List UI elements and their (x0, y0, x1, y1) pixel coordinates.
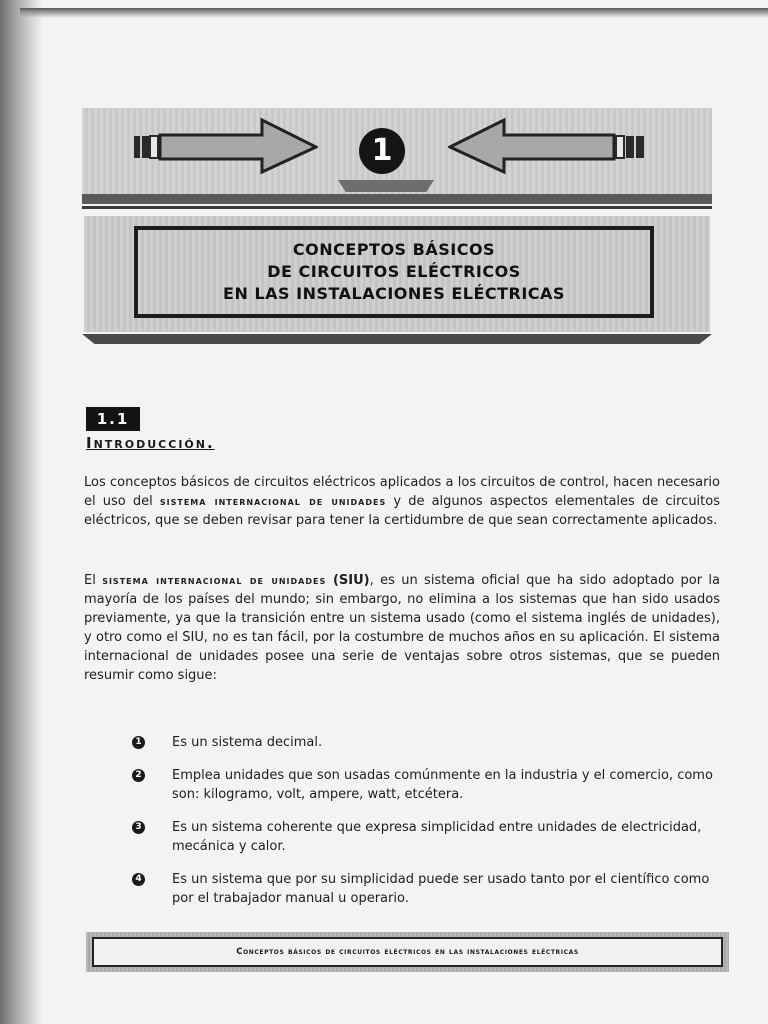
list-item-text: Es un sistema coherente que expresa simplicidad entre unidades de electricidad, mecánica y calor. (172, 820, 702, 854)
chapter-header-band (82, 108, 712, 194)
page-top-edge (20, 8, 768, 18)
chapter-number-badge: 1 (359, 128, 405, 174)
paragraph-1-text-b: y de algunos aspectos elementales de circuitos eléctricos, que se deben revisar para tener la certidumbre de que sean correctamente aplicados. (84, 494, 720, 528)
arrow-left-icon (448, 116, 648, 176)
intro-paragraph-1 (84, 473, 720, 530)
paragraph-2-acronym: (SIU) (326, 573, 370, 588)
chapter-title-line-3: EN LAS INSTALACIONES ELÉCTRICAS (223, 284, 565, 303)
list-item-text: Es un sistema que por su simplicidad puede ser usado tanto por el científico como por el trabajador manual u operario. (172, 872, 710, 906)
list-item (132, 766, 722, 804)
running-footer-title: Conceptos básicos de circuitos eléctricos en las instalaciones eléctricas (236, 947, 579, 957)
chapter-header (82, 108, 712, 346)
header-shelf-top (82, 194, 712, 204)
header-shelf-line (82, 206, 712, 209)
chapter-title-line-2: DE CIRCUITOS ELÉCTRICOS (267, 262, 521, 281)
advantages-list (132, 733, 722, 908)
page-binding-shadow (0, 0, 42, 1024)
paragraph-2-text-a: El (84, 573, 103, 588)
running-footer (86, 932, 729, 972)
intro-paragraph-2 (84, 571, 720, 685)
paragraph-1-text-a: Los conceptos básicos de circuitos eléctricos aplicados a los circuitos de control, hacen necesario el uso del (84, 475, 720, 509)
list-item (132, 818, 722, 856)
list-item-text: Es un sistema decimal. (172, 735, 323, 750)
list-item-text: Emplea unidades que son usadas comúnmente en la industria y el comercio, como son: kilogramo, volt, ampere, watt, etcétera. (172, 768, 713, 802)
paragraph-2-text-b: , es un sistema oficial que ha sido adoptado por la mayoría de los países del mundo; sin embargo, no elimina a los sistemas que han sido usados previamente, ya que la transición entre un sistema usado (como el sistema inglés de unidades), y otro como el SIU, no es tan fácil, por la costumbre de muchos años en su aplicación. El sistema internacional de unidades posee una serie de ventajas sobre otros sistemas, que se pueden resumir como sigue: (84, 573, 720, 683)
running-footer-box (92, 937, 723, 967)
list-item (132, 870, 722, 908)
chapter-title-box (134, 226, 654, 318)
numbered-bullet-icon: 3 (132, 821, 145, 834)
numbered-bullet-icon: 1 (132, 736, 145, 749)
header-shelf-bottom (82, 334, 712, 344)
chapter-title-line-1: CONCEPTOS BÁSICOS (292, 240, 496, 259)
arrow-right-icon (132, 116, 318, 176)
list-item (132, 733, 722, 752)
numbered-bullet-icon: 2 (132, 769, 145, 782)
paragraph-2-emphasis: sistema internacional de unidades (102, 573, 327, 587)
chapter-title-panel (84, 216, 710, 332)
number-pedestal (338, 180, 434, 192)
numbered-bullet-icon: 4 (132, 873, 145, 886)
section-title: Introducción. (86, 434, 215, 452)
paragraph-1-emphasis: sistema internacional de unidades (159, 494, 387, 508)
section-number-badge: 1.1 (86, 407, 140, 431)
